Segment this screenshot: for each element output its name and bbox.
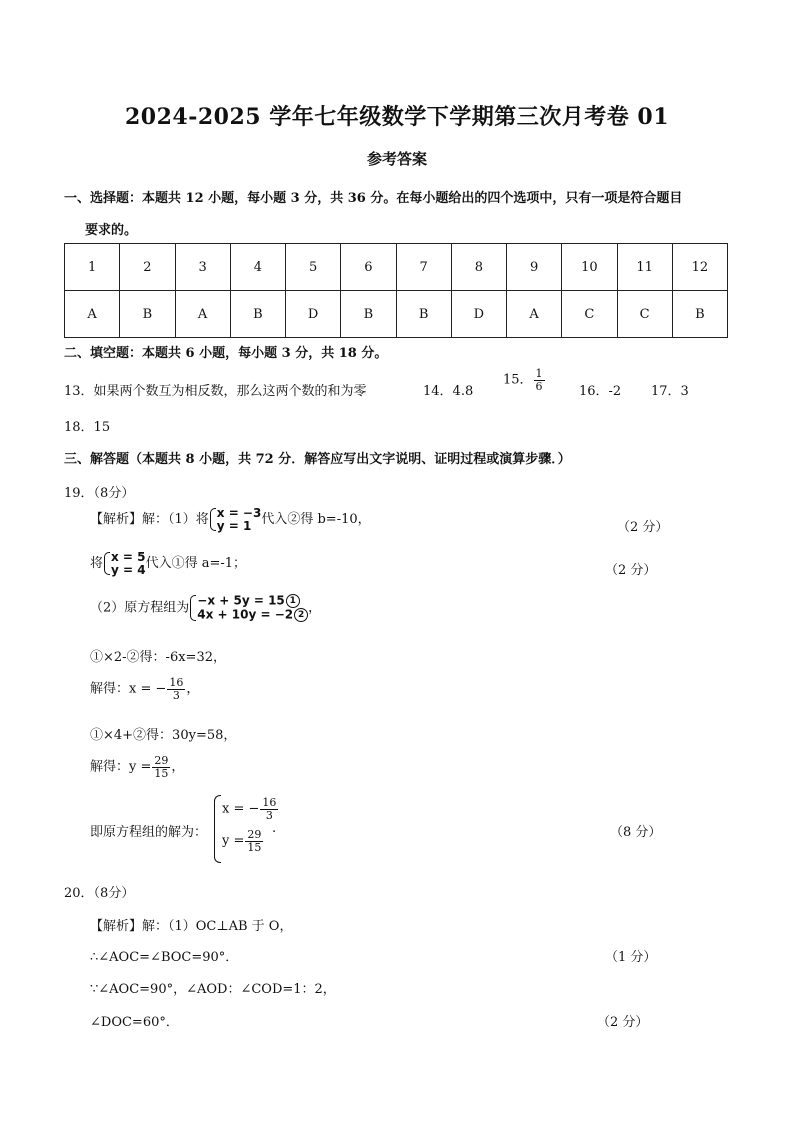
q19-line1-suffix: 代入②得 b=-10， <box>261 512 371 528</box>
table-cell: C <box>562 291 617 338</box>
table-cell: B <box>341 291 396 338</box>
table-cell: 1 <box>65 244 120 291</box>
q19-line3 <box>90 594 321 622</box>
table-cell: B <box>120 291 175 338</box>
fraction-denominator: 3 <box>265 808 273 822</box>
equation-system <box>189 594 308 622</box>
score-label: （2 分） <box>597 1015 649 1030</box>
q19-line5-prefix: 解得：x = − <box>90 681 167 697</box>
score-label: （2 分） <box>617 520 669 535</box>
table-cell: A <box>507 291 562 338</box>
fraction-numerator: 16 <box>169 676 184 689</box>
table-cell: 2 <box>120 244 175 291</box>
answer-16: 16．-2 <box>579 384 622 399</box>
equation-line: y = 1 <box>216 518 252 533</box>
table-cell: D <box>286 291 341 338</box>
fraction-denominator: 6 <box>535 379 543 393</box>
q19-line7 <box>90 755 184 779</box>
q19-line5 <box>90 677 199 701</box>
equation-text: −x + 5y = 15 <box>197 593 285 608</box>
q20-line3: ∵∠AOC=90°，∠AOD：∠COD=1：2， <box>90 982 336 997</box>
table-cell: 9 <box>507 244 562 291</box>
q19-line1 <box>90 507 371 532</box>
q19-line3-prefix: （2）原方程组为 <box>90 600 190 616</box>
fraction-numerator: 16 <box>262 796 277 809</box>
table-cell: 6 <box>341 244 396 291</box>
answer-14: 14．4.8 <box>423 384 474 399</box>
q19-line6: ①×4+②得：30y=58， <box>90 728 237 743</box>
fraction-numerator: 29 <box>154 754 169 767</box>
table-cell: C <box>617 291 672 338</box>
section1-heading-line1: 一、选择题：本题共 12 小题，每小题 3 分，共 36 分。在每小题给出的四个选项中，只有一项是符合题目 <box>64 191 683 206</box>
equation-line: x = −3 <box>216 506 262 520</box>
q19-line8-prefix: 即原方程组的解为： <box>90 825 208 840</box>
solution-y-label: y = <box>222 833 245 849</box>
table-cell: B <box>396 291 451 338</box>
q20-line2: ∴∠AOC=∠BOC=90°． <box>90 950 239 965</box>
q19-line7-suffix: ， <box>171 759 185 775</box>
table-cell: 10 <box>562 244 617 291</box>
table-cell: 11 <box>617 244 672 291</box>
brace <box>214 795 221 863</box>
fraction-numerator: 29 <box>247 828 262 841</box>
answer-18: 18．15 <box>64 420 111 435</box>
section1-heading-line2: 要求的。 <box>85 223 138 238</box>
table-cell: 12 <box>672 244 727 291</box>
fraction-denominator: 15 <box>247 840 262 854</box>
q20-header: 20．（8分） <box>64 886 135 901</box>
q19-line2-suffix: 代入①得 a=-1； <box>145 556 247 572</box>
solution-x <box>222 797 279 821</box>
q19-line2-prefix: 将 <box>90 556 104 572</box>
equation-line: x = 5 <box>111 550 146 564</box>
table-cell: 5 <box>286 244 341 291</box>
score-label: （2 分） <box>605 563 657 578</box>
circled-number: 2 <box>294 608 308 622</box>
circled-number: 1 <box>286 594 300 608</box>
q20-line1: 【解析】解：（1）OC⊥AB 于 O， <box>90 919 293 934</box>
table-cell: 8 <box>451 244 506 291</box>
answer-17: 17．3 <box>651 384 689 399</box>
table-cell: A <box>65 291 120 338</box>
solution-y <box>222 829 264 853</box>
table-cell: B <box>230 291 285 338</box>
fraction <box>260 797 278 821</box>
fraction <box>167 677 185 701</box>
table-cell: B <box>672 291 727 338</box>
equation-line <box>197 594 308 608</box>
answer-table-number-row <box>65 244 728 291</box>
fraction-denominator: 3 <box>172 688 180 702</box>
page-subtitle: 参考答案 <box>366 150 427 168</box>
page-title: 2024-2025 学年七年级数学下学期第三次月考卷 01 <box>124 104 670 130</box>
q19-line7-prefix: 解得：y = <box>90 759 152 775</box>
fraction <box>534 368 545 392</box>
q19-header: 19．（8分） <box>64 486 135 501</box>
table-cell: 4 <box>230 244 285 291</box>
equation-system <box>103 551 146 576</box>
fraction-denominator: 15 <box>154 766 169 780</box>
q19-line3-suffix: ， <box>308 600 322 616</box>
equation-line <box>197 608 308 622</box>
table-cell: 3 <box>175 244 230 291</box>
score-label: （8 分） <box>610 825 662 840</box>
score-label: （1 分） <box>605 950 657 965</box>
equation-text: 4x + 10y = −2 <box>197 607 294 622</box>
table-cell: D <box>451 291 506 338</box>
section2-heading: 二、填空题：本题共 6 小题，每小题 3 分，共 18 分。 <box>64 346 388 361</box>
answer-15-prefix: 15． <box>503 372 533 388</box>
section3-heading: 三、解答题（本题共 8 小题，共 72 分．解答应写出文字说明、证明过程或演算步骤．） <box>64 452 571 467</box>
table-cell: 7 <box>396 244 451 291</box>
q19-line5-suffix: ， <box>186 681 200 697</box>
answer-13: 13．如果两个数互为相反数，那么这两个数的和为零 <box>64 384 367 399</box>
answer-table-answer-row <box>65 291 728 338</box>
answer-15 <box>503 368 546 392</box>
fraction-numerator: 1 <box>535 367 543 380</box>
equation-line: y = 4 <box>111 562 146 577</box>
solution-x-label: x = − <box>222 801 260 817</box>
table-cell: A <box>175 291 230 338</box>
fraction <box>245 829 263 853</box>
equation-system <box>209 507 262 532</box>
solution-system <box>214 795 277 863</box>
q19-line1-prefix: 【解析】解：（1）将 <box>90 512 209 528</box>
q19-line2 <box>90 551 246 576</box>
q20-line4: ∠DOC=60°． <box>90 1015 179 1030</box>
fraction <box>152 755 170 779</box>
q19-line4: ①×2-②得：-6x=32， <box>90 650 226 665</box>
answer-table <box>64 243 728 338</box>
q19-line8-suffix: . <box>272 821 277 836</box>
